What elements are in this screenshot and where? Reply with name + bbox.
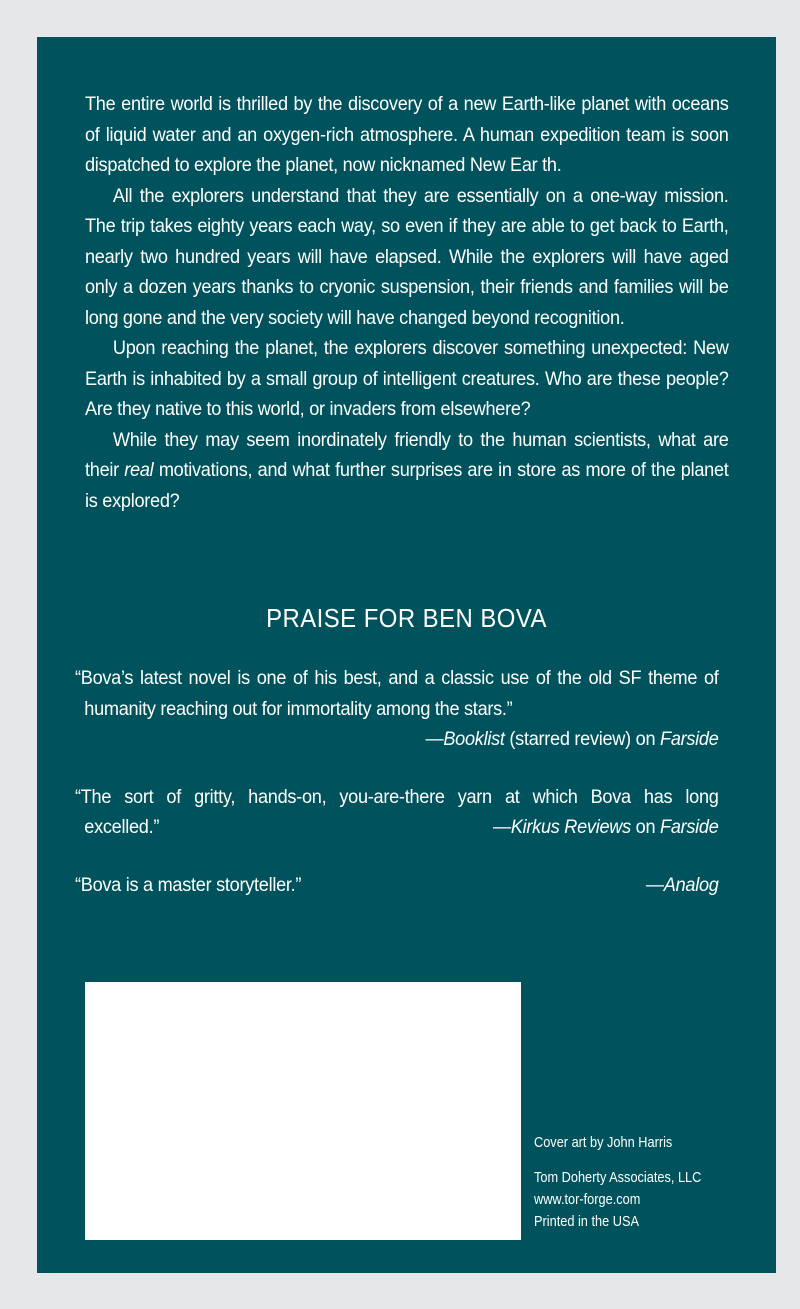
publisher-name: Tom Doherty Associates, LLC	[534, 1170, 702, 1186]
attribution-dash: —	[645, 873, 664, 896]
blurb-paragraph-4-end: motivations, and what further surprises are in store as more of the planet is explored?	[85, 459, 729, 512]
attribution-middle: on	[630, 816, 661, 838]
cover-art-credit: Cover art by John Harris	[534, 1135, 673, 1151]
quote-text: “Bova’s latest novel is one of his best, and a classic use of the old SF theme of humanity reaching out for immortality among the stars.”	[75, 667, 719, 720]
praise-heading: PRAISE FOR BEN BOVA	[266, 603, 547, 633]
publisher-credits	[534, 1132, 701, 1233]
attribution-dash: —	[425, 728, 444, 750]
quote-text: “Bova is a master storyteller.”	[75, 873, 302, 896]
quote-attribution	[646, 870, 719, 901]
publisher-website: www.tor-forge.com	[534, 1192, 641, 1208]
blurb-paragraph-2: All the explorers understand that they are essentially on a one-way mission. The trip takes eighty years each way, so even if they are able to get back to Earth, nearly two hundred years will have elapsed. While the explorers will have aged only a dozen years thanks to cryonic suspension, their friends and families will be long gone and the very society will have changed beyond recognition.	[85, 184, 729, 329]
attribution-source: Analog	[663, 873, 719, 896]
attribution-source: Booklist	[443, 728, 505, 750]
attribution-work: Farside	[660, 728, 719, 750]
quote-attribution	[493, 812, 719, 843]
blurb-paragraph-4	[85, 425, 729, 517]
quote-line-2	[75, 812, 719, 843]
blurb-paragraph-4-start: While they may seem inordinately friendly to the human scientists, what are their	[85, 428, 729, 481]
attribution-middle: (starred review) on	[504, 728, 661, 750]
blurb-paragraph-1: The entire world is thrilled by the discovery of a new Earth-like planet with oceans of liquid water and an oxygen-rich atmosphere. A human expedition team is soon dispatched to explore the planet, now nicknamed New Ear th.	[85, 93, 729, 176]
blurb-emphasis: real	[124, 459, 154, 481]
quote-analog	[75, 870, 719, 901]
quote-text-line-2: excelled.”	[84, 816, 160, 838]
attribution-dash: —	[492, 816, 511, 838]
back-cover	[37, 37, 776, 1273]
barcode-placeholder	[85, 982, 521, 1240]
printed-in: Printed in the USA	[534, 1214, 639, 1230]
book-blurb	[85, 89, 729, 516]
praise-quotes	[75, 663, 719, 927]
attribution-source: Kirkus Reviews	[510, 816, 631, 838]
quote-attribution	[75, 724, 719, 755]
blurb-paragraph-3: Upon reaching the planet, the explorers discover something unexpected: New Earth is inhabited by a small group of intelligent creatures. Who are these people? Are they native to this world, or invaders from elsewhere?	[85, 337, 729, 420]
quote-kirkus	[75, 782, 719, 843]
quote-text-line-1: “The sort of gritty, hands-on, you-are-there yarn at which Bova has long	[75, 785, 719, 808]
quote-booklist	[75, 663, 719, 755]
attribution-work: Farside	[660, 816, 719, 838]
